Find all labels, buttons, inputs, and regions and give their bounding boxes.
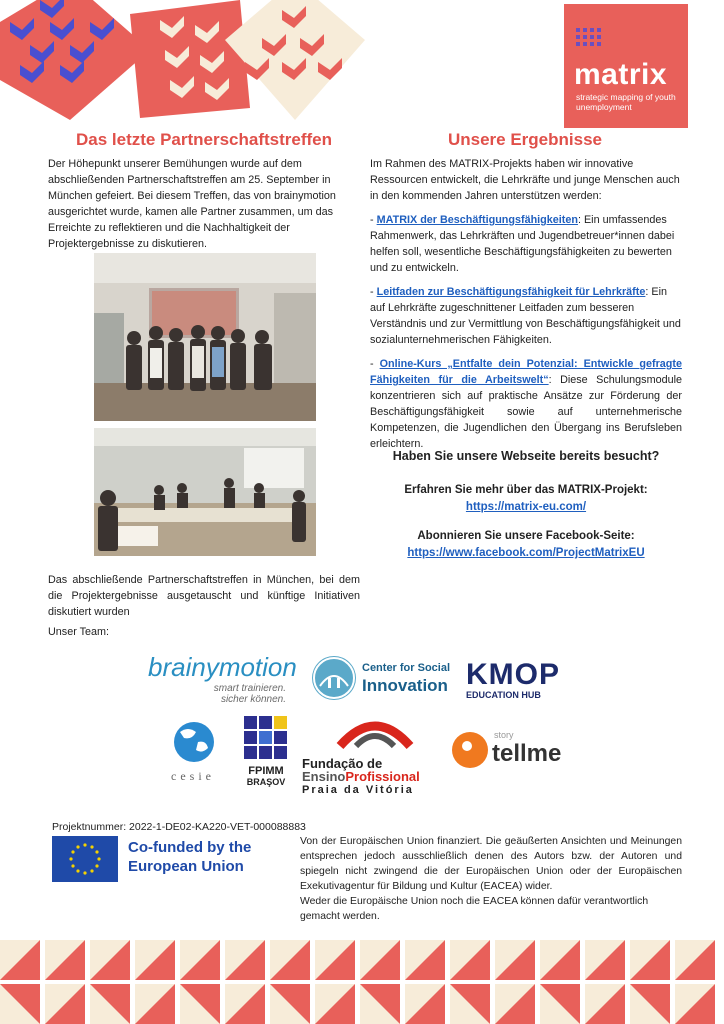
photo-caption-text: Das abschließende Partnerschaftstreffen in München, bei dem die Projektergebnisse ausgetauscht und künftige Initiativen diskutiert wurden	[48, 574, 360, 618]
left-intro	[48, 156, 360, 260]
cesie-globe-icon	[166, 720, 222, 764]
project-number: Projektnummer: 2022-1-DE02-KA220-VET-000088883	[52, 821, 306, 833]
right-title: Unsere Ergebnisse	[447, 130, 602, 149]
matrix-logo-grid-icon	[576, 28, 608, 54]
header-pattern	[0, 0, 560, 120]
more-info-label: Erfahren Sie mehr über das MATRIX-Projekt:	[404, 484, 648, 496]
logo-cesie: cesie	[160, 720, 226, 790]
left-title: Das letzte Partnerschaftstreffen	[75, 130, 333, 149]
eu-flag-icon	[52, 836, 118, 882]
matrix-logo-subtitle: strategic mapping of youth unemployment	[576, 92, 676, 112]
right-content	[370, 156, 682, 460]
facebook-link[interactable]: https://www.facebook.com/ProjectMatrixEU	[407, 547, 645, 559]
matrix-logo	[564, 4, 688, 128]
left-intro-text: Der Höhepunkt unserer Bemühungen wurde auf dem abschließenden Partnerschaftstreffen am 25. September in München gefeiert. Bei diesem Treffen, das von brainymotion ausgerichtet wurde, kamen alle Partner zusammen, um das Erreichte zu reflektieren und die Nachhaltigkeit der Projektergebnisse zu diskutieren.	[48, 158, 336, 250]
logo-kmop: KMOP EDUCATION HUB	[466, 658, 560, 700]
logo-fpimm: FPIMM BRAŞOV	[242, 716, 290, 796]
facebook-label: Abonnieren Sie unsere Facebook-Seite:	[417, 530, 635, 542]
website-question: Haben Sie unsere Webseite bereits besucht?	[392, 449, 660, 463]
csi-icon	[312, 656, 356, 700]
logo-storytellme: story tellme	[452, 730, 582, 780]
eu-disclaimer	[300, 834, 682, 924]
eu-cofunded-badge	[52, 836, 292, 884]
result-link-matrix[interactable]: MATRIX der Beschäftigungsfähigkeiten	[376, 214, 578, 226]
result-link-guide[interactable]: Leitfaden zur Beschäftigungsfähigkeit für Lehrkräfte	[376, 286, 646, 298]
footer-pattern	[0, 940, 724, 1024]
meeting-photo-2	[94, 428, 316, 556]
meeting-photo-1	[94, 253, 316, 421]
result-item-1: - MATRIX der Beschäftigungsfähigkeiten: Ein umfassendes Rahmenwerk, das Lehrkräften und Jugendbetreuer*innen dabei helfen soll, wesentliche Beschäftigungsfähigkeiten zu bewerten und zu entwickeln.	[370, 214, 675, 274]
right-intro: Im Rahmen des MATRIX-Projekts haben wir innovative Ressourcen entwickelt, die Lehrkräfte und junge Menschen auch in den kommenden Jahren unterstützen werden:	[370, 158, 680, 202]
tellme-bubble-icon	[452, 732, 488, 768]
result-link-course[interactable]: Online-Kurs „Entfalte dein Potenzial: Entwickle gefragte Fähigkeiten für die Arbeitswelt“	[370, 358, 682, 386]
logo-brainymotion: brainymotion smart trainieren. sicher können.	[148, 652, 297, 705]
logo-fundacao: Fundação de EnsinoProfissional Praia da Vitória	[302, 716, 450, 798]
photo-caption	[48, 572, 360, 628]
result-item-2: - Leitfaden zur Beschäftigungsfähigkeit für Lehrkräfte: Ein auf Lehrkräfte zugeschnittener Leitfaden zum besseren Verständnis und zur Vermittlung von Beschäftigungsfähigkeit und sozialunternehmerischen Fähigkeiten.	[370, 286, 681, 346]
website-link-wrap	[368, 499, 684, 516]
eu-label: Co-funded by the European Union	[128, 839, 252, 875]
website-link[interactable]: https://matrix-eu.com/	[465, 501, 587, 513]
facebook-link-wrap	[368, 545, 684, 562]
matrix-logo-word: matrix	[574, 58, 668, 91]
eu-disclaimer-text: Von der Europäischen Union finanziert. Die geäußerten Ansichten und Meinungen entsprechen jedoch ausschließlich denen des Autors bzw. der Autoren und spiegeln nicht zwingend die der Europäischen Union oder der Europäischen Exekutivagentur für Bildung und Kultur (EACEA) wider.	[300, 836, 682, 892]
logo-center-social-innovation: Center for Social Innovation	[312, 656, 452, 706]
team-label: Unser Team:	[48, 626, 110, 638]
eu-disclaimer-text-2: Weder die Europäische Union noch die EACEA können dafür verantwortlich gemacht werden.	[300, 896, 649, 922]
header-decoration	[0, 0, 560, 120]
result-item-3: - Online-Kurs „Entfalte dein Potenzial: Entwickle gefragte Fähigkeiten für die Arbeitswelt“: Diese Schulungsmodule konzentrieren sich auf praktische Ansätze zur Förderung der Beschäftigungsfähigkeit sowie auf unternehmerische Kompetenzen, die Jugendlichen den Übergang ins Berufsleben erleichtern.	[370, 358, 682, 450]
fpimm-grid-icon	[244, 716, 288, 760]
fundacao-emblem-icon	[330, 716, 420, 752]
